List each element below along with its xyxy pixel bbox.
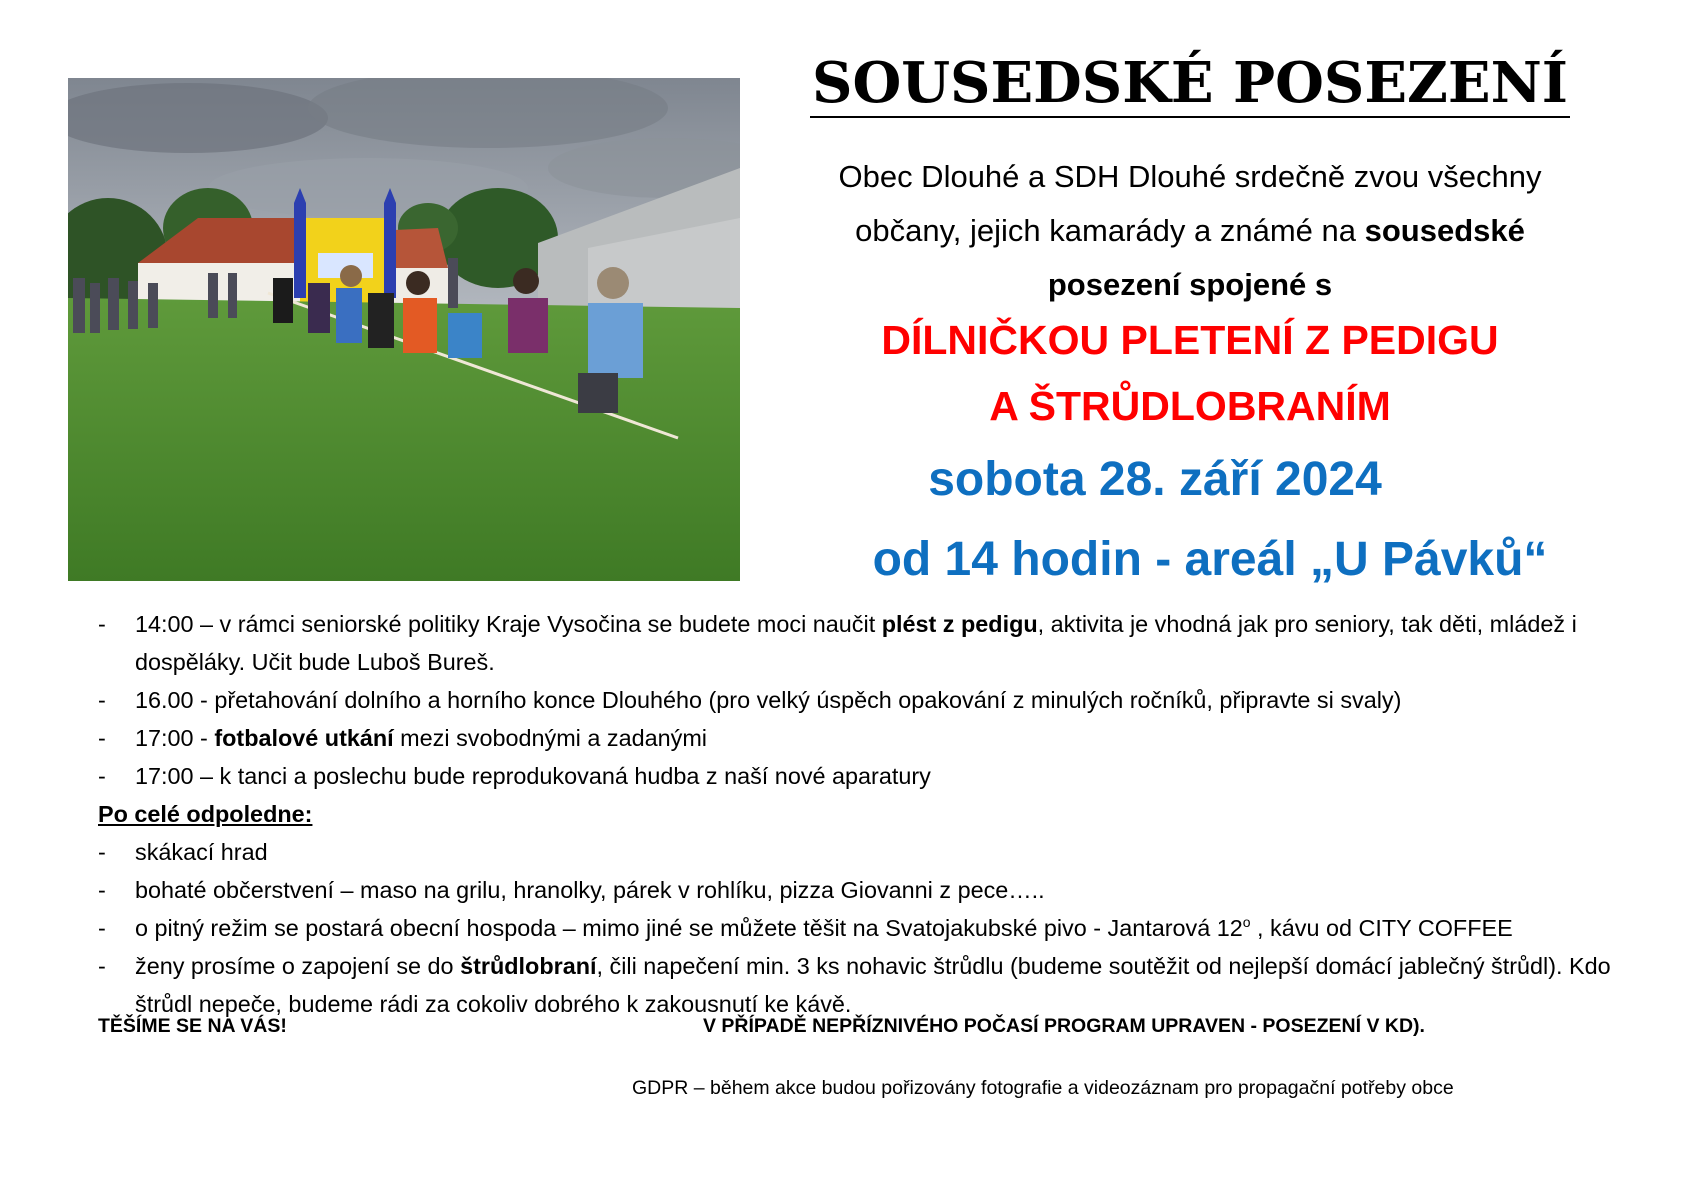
list-item: - 14:00 – v rámci seniorské politiky Kraje Vysočina se budete moci naučit plést z pedigu, aktivita je vhodná jak pro seniory, tak děti, mládež i dospěláky. Učit bude Luboš Bureš. [98,605,1658,681]
workshop-highlight [760,307,1620,439]
list-item: - 17:00 – k tanci a poslechu bude reprodukovaná hudba z naší nové aparatury [98,757,1658,795]
weather-notice: V PŘÍPADĚ NEPŘÍZNIVÉHO POČASÍ PROGRAM UPRAVEN - POSEZENÍ V KD). [703,1015,1425,1037]
afternoon-heading: Po celé odpoledne: [98,801,313,827]
highlight-line-1: DÍLNIČKOU PLETENÍ Z PEDIGU [881,317,1499,363]
intro-line-2-bold: sousedské [1364,213,1525,248]
event-photo [68,78,740,581]
list-item: - skákací hrad [98,833,1658,871]
invitation-text [760,150,1620,312]
page-title-text: SOUSEDSKÉ POSEZENÍ [812,50,1568,116]
page-title [780,50,1600,116]
intro-line-1: Obec Dlouhé a SDH Dlouhé srdečně zvou všechny [838,159,1542,194]
intro-line-3: posezení spojené s [1047,267,1333,302]
closing-greeting: TĚŠÍME SE NA VÁS! [98,1015,287,1037]
highlight-line-2: A ŠTRŮDLOBRANÍM [989,383,1391,429]
list-item: - o pitný režim se postará obecní hospoda – mimo jiné se můžete těšit na Svatojakubské pivo - Jantarová 12$^o$ , kávu od CITY COFFEE [98,909,1658,947]
list-item: - 17:00 - fotbalové utkání mezi svobodnými a zadanými [98,719,1658,757]
list-item: - 16.00 - přetahování dolního a horního konce Dlouhého (pro velký úspěch opakování z minulých ročníků, připravte si svaly) [98,681,1658,719]
list-item: - ženy prosíme o zapojení se do štrůdlobraní, čili napečení min. 3 ks nohavic štrůdlu (budeme soutěžit od nejlepší domácí jablečný štrůdl). Kdo štrůdl nepeče, budeme rádi za cokoliv dobrého k zakousnutí ke kávě. [98,947,1658,1023]
event-time-place: od 14 hodin - areál „U Pávků“ [872,533,1548,586]
event-date: sobota 28. září 2024 [928,453,1382,506]
intro-line-2: občany, jejich kamarády a známé na [855,213,1365,248]
gdpr-notice: GDPR – během akce budou pořizovány fotografie a videozáznam pro propagační potřeby obce [632,1077,1454,1099]
list-item: - bohaté občerstvení – maso na grilu, hranolky, párek v rohlíku, pizza Giovanni z pece….. [98,871,1658,909]
program-list [98,605,1658,1023]
